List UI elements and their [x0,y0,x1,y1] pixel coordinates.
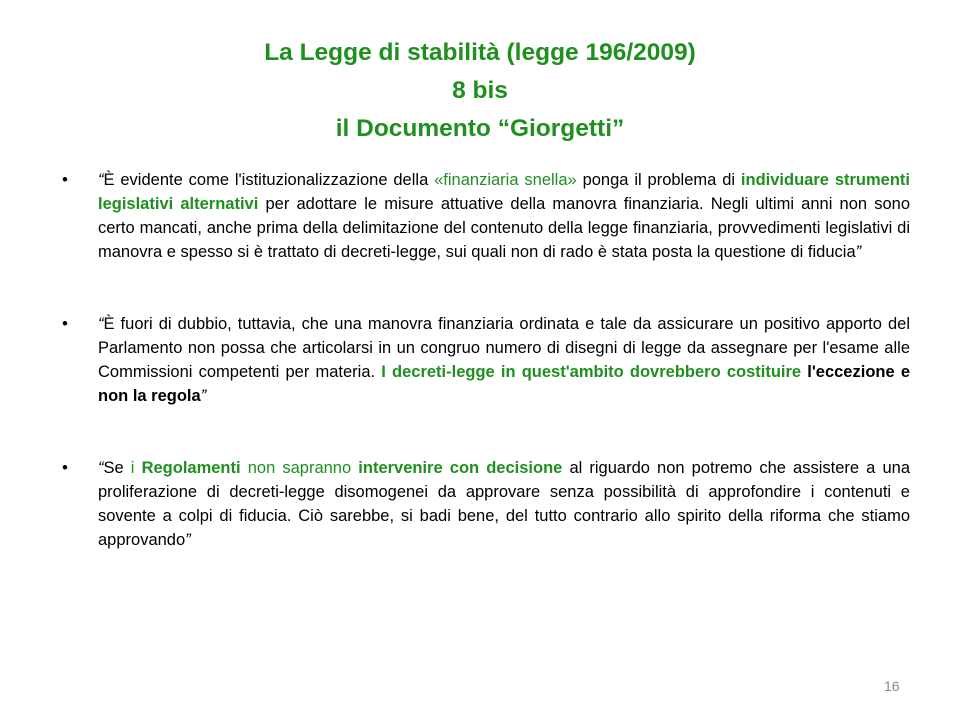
title-line-3: il Documento “Giorgetti” [335,115,625,142]
bullet-text-2 [98,312,910,408]
close-quote: ” [185,531,191,549]
bullet-icon: • [62,314,68,333]
close-quote: ” [855,243,862,261]
highlight-text: i [130,459,142,477]
title-line-1: La Legge di stabilità (legge 196/2009) [264,39,696,66]
bullet-item-1 [62,168,910,264]
text-segment: È evidente come l'istituzionalizzazione della [103,171,435,189]
text-segment: Se [103,459,131,477]
text-segment: al riguardo non potremo che assistere a una proliferazione di decreti-legge disomogenei da approvare senza possibilità di approfondire i contenuti e sovente a colpi di fiducia. Ciò sarebbe, si badi bene, del tutto contrario allo spirito della riforma che stiamo approvando [98,459,910,549]
text-segment: per adottare le misure attuative della manovra finanziaria. Negli ultimi anni non sono certo mancati, anche prima della delimitazione del contenuto della legge finanziaria, provvedimenti legislativi di manovra e spesso si è trattato di decreti-legge, sui quali non di rado è stata posta la questione di fiducia [98,195,910,261]
bold-text: l'eccezione e non la regola [98,363,910,405]
bullet-icon: • [62,170,68,189]
open-quote: “ [98,459,104,477]
open-quote: “ [98,315,104,333]
close-quote: ” [200,387,207,405]
text-segment: ponga il problema di [576,171,741,189]
bullet-text-1 [98,168,910,264]
highlight-text: I decreti-legge in quest'ambito dovrebbero costituire [381,363,808,381]
bullet-item-2 [62,312,910,408]
highlight-text: intervenire con decisione [358,459,563,477]
highlight-text: Regolamenti [141,459,241,477]
highlight-text: «finanziaria snella» [434,171,577,189]
text-segment: È fuori di dubbio, tuttavia, che una manovra finanziaria ordinata e tale da assicurare un positivo apporto del Parlamento non possa che articolarsi in un congruo numero di disegni di legge da assegnare per l'esame alle Commissioni competenti per materia. [98,315,910,381]
slide-title [60,34,900,148]
page-number: 16 [884,678,900,694]
bullet-icon: • [62,458,68,477]
bullet-text-3 [98,456,910,552]
title-line-2: 8 bis [452,77,508,104]
highlight-text: individuare strumenti legislativi alternativi [98,171,910,213]
open-quote: “ [98,171,104,189]
bullet-item-3 [62,456,910,552]
highlight-text: non sapranno [240,459,359,477]
bullet-list [62,168,910,552]
